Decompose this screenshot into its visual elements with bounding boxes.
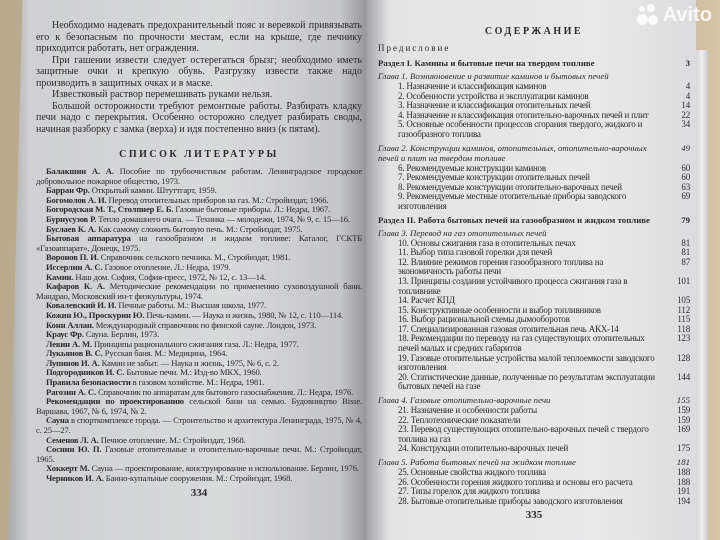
- toc-title: Глава 3. Перевод на газ отопительных печей: [378, 227, 547, 238]
- reference-author: Рекомендации по проектированию: [46, 396, 184, 407]
- reference-text: в спорткомплексе города. — Строительство и архитектура Ленинграда, 1975, № 4, с. 25—27.: [36, 415, 362, 436]
- right-page-content: [378, 26, 690, 521]
- toc-page: 115: [677, 314, 690, 325]
- toc-preface: Предисловие: [378, 43, 451, 53]
- toc-title: 25. Основные свойства жидкого топлива: [398, 467, 546, 477]
- reference-author: Соснин Ю. П.: [46, 444, 102, 455]
- toc-list: [378, 58, 690, 506]
- reference-author: Подгородников И. С.: [46, 367, 125, 378]
- toc-page: 159: [677, 405, 690, 416]
- reference-author: Левин А. М.: [46, 338, 92, 349]
- page-edges: [696, 50, 708, 540]
- toc-item: [378, 354, 690, 373]
- paragraph: Известковый раствор перемешивать руками нельзя.: [52, 89, 273, 100]
- toc-item: [378, 192, 690, 211]
- toc-page: 4: [685, 90, 690, 101]
- toc-chapter: [378, 71, 690, 81]
- toc-title: 16. Выбор рациональной схемы дымооборотов: [398, 314, 570, 325]
- reference-entry: [36, 167, 362, 186]
- toc-title: 6. Рекомендуемые конструкции каминов: [398, 162, 546, 173]
- toc-title: 23. Перевод существующих отопительно-варочных печей с твердого топлива на газ: [398, 424, 649, 444]
- reference-author: Иссерлин А. С.: [46, 261, 103, 272]
- toc-title: 10. Основы сжигания газа в отопительных печах: [398, 237, 576, 248]
- toc-page: 105: [677, 295, 690, 306]
- toc-page: 123: [677, 333, 690, 344]
- reference-text: Печное отопление. М.: Стройиздат, 1968.: [100, 434, 246, 445]
- toc-page: 118: [677, 323, 690, 334]
- toc-title: Глава 2. Конструкции каминов, отопительных, отопительно-варочных печей и плит на твердом топливе: [378, 142, 647, 163]
- toc-page: 144: [677, 371, 690, 382]
- reference-text: Банно-купальные сооружения. М.: Стройиздат, 1968.: [105, 473, 293, 483]
- toc-title: 24. Конструкции отопительно-варочных печей: [398, 443, 569, 454]
- reference-text: Сауна. Берлин, 1973.: [85, 329, 159, 340]
- toc-title: 2. Особенности устройства и эксплуатации каминов: [398, 90, 589, 101]
- toc-item: [378, 425, 690, 444]
- toc-title: 17. Специализированная газовая отопительная печь АКХ-14: [398, 323, 619, 334]
- toc-page: 181: [676, 457, 690, 467]
- reference-text: Русская баня. М.: Медицина, 1964.: [104, 348, 228, 359]
- bibliography-list: [36, 167, 362, 484]
- toc-page: 22: [681, 109, 690, 120]
- toc-page: 60: [681, 172, 690, 183]
- reference-entry: [36, 445, 362, 464]
- toc-title: 9. Рекомендуемые местные отопительные приборы заводского изготовления: [398, 191, 627, 211]
- toc-title: 27. Типы горелок для жидкого топлива: [398, 486, 540, 497]
- reference-author: Черников И. А.: [46, 473, 104, 483]
- reference-text: Открытый камин. Штуттгарт, 1959.: [91, 185, 217, 196]
- reference-entry: [36, 416, 362, 435]
- toc-title: Глава 1. Возникновение и развитие каминов и бытовых печей: [378, 71, 609, 81]
- toc-page: [668, 71, 690, 81]
- toc-title: 22. Теплотехнические показатели: [398, 414, 521, 425]
- reference-author: Балакшин А. А.: [46, 166, 114, 176]
- reference-text: Наш дом. София, София-пресс, 1972, № 12, с. 13—14.: [75, 271, 267, 282]
- reference-author: Богомолов А. И.: [46, 194, 107, 205]
- reference-text: Перевод отопительных приборов на газ. М.: Стройиздат, 1966.: [108, 194, 329, 205]
- left-page-content: [36, 20, 362, 499]
- reference-text: Сауна — проектирование, конструирование и использование. Берлин, 1976.: [91, 463, 359, 474]
- toc-page: 112: [677, 304, 690, 315]
- toc-title: 14. Расчет КПД: [398, 295, 455, 306]
- reference-author: Барран Фр.: [46, 185, 90, 196]
- toc-title: 26. Особенности горения жидкого топлива и основы его расчета: [398, 476, 633, 487]
- reference-author: Кафаров К. А.: [46, 281, 105, 292]
- reference-author: Сауна: [46, 415, 69, 426]
- toc-heading: СОДЕРЖАНИЕ: [484, 26, 584, 37]
- reference-text: Принципы рационального сжигания газа. Л.: Недра, 1977.: [93, 338, 299, 349]
- reference-entry: [36, 474, 362, 484]
- toc-page: 49: [681, 142, 690, 153]
- reference-text: Камин не забыт. — Наука и жизнь, 1975, № 6, с. 2.: [101, 357, 279, 368]
- toc-title: 13. Принципы создания устойчивого процесса сжигания газа в топливнике: [398, 275, 628, 296]
- toc-section: [378, 215, 690, 225]
- reference-author: Конн Аллан.: [46, 319, 94, 330]
- reference-author: Бурнусузов Р.: [46, 213, 97, 224]
- reference-text: сельской бани на семью. Будовництво Вissе. Варшава, 1967, № 6, 1974, № 2.: [36, 396, 363, 416]
- reference-author: Лупинов И. А.: [46, 357, 100, 368]
- toc-chapter: [378, 395, 690, 405]
- toc-title: 1. Назначение и классификация каминов: [398, 81, 547, 91]
- toc-title: 7. Рекомендуемые конструкции отопительных печей: [398, 172, 590, 183]
- toc-page: 101: [677, 275, 690, 286]
- reference-text: на газообразном и жидком топливе: Каталог, ГСКТБ «Газоаппарат», Донецк, 1975.: [36, 233, 363, 253]
- toc-item: [378, 334, 690, 353]
- toc-page: [668, 228, 690, 238]
- toc-page: 3: [685, 58, 690, 68]
- reference-author: Семенов Л. А.: [46, 434, 99, 445]
- body-text: [36, 20, 362, 135]
- reference-author: Хоккерт М.: [46, 463, 90, 474]
- toc-page: 175: [677, 443, 690, 454]
- toc-title: 18. Рекомендации по переводу на газ существующих отопительных печей малых и средних габаритов: [398, 333, 645, 354]
- toc-page: 169: [677, 424, 690, 435]
- toc-page: 188: [677, 467, 690, 477]
- toc-item: [378, 258, 690, 277]
- toc-title: Глава 4. Газовые отопительно-варочные печи: [378, 395, 551, 406]
- toc-page: 87: [681, 256, 690, 267]
- toc-title: 11. Выбор типа газовой горелки для печей: [398, 247, 553, 258]
- reference-author: Кожин Ю., Проскурин Ю.: [46, 309, 145, 320]
- toc-title: 19. Газовые отопительные устройства малой теплоемкости заводского изготовления: [398, 352, 655, 373]
- reference-entry: [36, 234, 362, 253]
- reference-author: Буслаев К. А.: [46, 223, 96, 234]
- toc-title: 3. Назначение и классификация отопительных печей: [398, 100, 591, 111]
- toc-page: 128: [677, 352, 690, 363]
- toc-title: Глава 5. Работа бытовых печей на жидком топливе: [378, 457, 576, 467]
- paragraph: При гашении извести следует остерегаться брызг; необходимо иметь защитные очки и крепкую обувь. Разгрузку извести также надо производить в защитных очках и в маске.: [36, 54, 362, 89]
- toc-title: 15. Конструктивные особенности и выбор топливников: [398, 304, 601, 315]
- toc-item: [378, 373, 690, 392]
- toc-page: 79: [681, 214, 690, 225]
- toc-page: 14: [681, 100, 690, 111]
- toc-title: 20. Статистические данные, полученные по результатам эксплуатации бытовых печей на газе: [398, 371, 655, 392]
- reference-text: Методические рекомендации по применению суховоздушной бани. Мандрао, Московский ин-т физкультуры, 1974.: [36, 281, 362, 301]
- toc-item: [378, 120, 690, 139]
- reference-text: Бытовые печи. М.: Изд-во МКХ, 1960.: [126, 367, 262, 378]
- reference-text: Газовое отопление. Л.: Недра, 1979.: [104, 261, 231, 272]
- reference-author: Камин.: [46, 271, 74, 282]
- reference-text: Международный справочник по финской сауне. Лондон, 1973.: [95, 319, 317, 330]
- reference-text: Тепло домашнего очага. — Техника — молодежи, 1974, № 9, с. 15—16.: [98, 213, 350, 224]
- toc-item: [378, 277, 690, 296]
- avito-logo-icon: [637, 4, 659, 26]
- toc-page: 34: [681, 119, 690, 130]
- bibliography-heading: СПИСОК ЛИТЕРАТУРЫ: [119, 149, 279, 160]
- reference-author: Бытовая аппаратура: [46, 233, 131, 244]
- page-number: 334: [190, 486, 208, 499]
- toc-title: 5. Основные особенности процессов сгорания твердого, жидкого и газообразного топлива: [398, 119, 643, 139]
- toc-page: 81: [681, 247, 690, 258]
- toc-chapter: [378, 457, 690, 467]
- reference-text: Как самому сложить бытовую печь. М.: Стройиздат, 1975.: [97, 223, 303, 234]
- watermark: [637, 4, 712, 26]
- reference-text: Пособие по трубоочистным работам. Ленинградское городское добровольное пожарное общество, 1973.: [36, 166, 362, 186]
- toc-page: 63: [681, 181, 690, 192]
- toc-title: 4. Назначение и классификация отопительно-варочных печей и плит: [398, 109, 649, 120]
- toc-chapter: [378, 228, 690, 238]
- paragraph: Большой осторожности требуют ремонтные работы. Разбирать кладку печи надо с перекрытия. Особенно осторожно следует разбирать своды, начиная разборку с замка (верха) и идя постепенно вниз (к пятам).: [36, 100, 362, 135]
- watermark-text: Avito: [662, 4, 712, 26]
- reference-author: Рагозин А. С.: [46, 386, 96, 397]
- reference-text: Газовые бытовые приборы. Л.: Недра, 1967.: [175, 204, 331, 215]
- toc-page: 188: [677, 476, 690, 487]
- paragraph: Необходимо надевать предохранительный пояс и веревкой привязывать его к безопасным по прочности местам, если на крыше, где печнику приходится работать, нет ограждения.: [36, 20, 362, 54]
- reference-author: Правила безопасности: [46, 377, 131, 388]
- reference-author: Воронов П. И.: [46, 252, 99, 263]
- reference-author: Ковалевский И. И.: [46, 300, 117, 311]
- reference-text: в газовом хозяйстве. М.: Недра, 1981.: [132, 377, 265, 388]
- toc-section: [378, 58, 690, 68]
- reference-entry: [36, 282, 362, 301]
- reference-author: Краус Фр.: [46, 329, 84, 340]
- toc-page: 81: [681, 237, 690, 248]
- toc-title: 21. Назначение и особенности работы: [398, 405, 537, 416]
- toc-title: Раздел I. Камины и бытовые печи на твердом топливе: [378, 58, 595, 68]
- reference-entry: [36, 397, 362, 416]
- toc-title: 12. Влияние режимов горения газообразного топлива на экономичность работы печи: [398, 256, 604, 277]
- reference-text: Газовые отопительные и отопительно-варочные печи. М.: Стройиздат, 1965.: [36, 444, 363, 464]
- reference-text: Печь-камин. — Наука и жизнь, 1980, № 12, с. 110—114.: [146, 309, 344, 320]
- toc-page: 191: [677, 486, 690, 497]
- toc-page: 155: [676, 395, 690, 406]
- reference-author: Лукьянов В. С.: [46, 348, 103, 359]
- page-number: 335: [525, 509, 543, 522]
- toc-page: 60: [681, 162, 690, 173]
- reference-text: Справочник сельского печника. М., Стройиздат, 1981.: [100, 252, 291, 263]
- toc-page: 159: [677, 414, 690, 425]
- toc-page: 4: [685, 81, 690, 91]
- toc-page: 69: [681, 191, 690, 202]
- toc-page: 194: [677, 495, 690, 506]
- toc-title: Раздел II. Работа бытовых печей на газообразном и жидком топливе: [378, 214, 650, 225]
- toc-title: 8. Рекомендуемые конструкции отопительно-варочных печей: [398, 181, 622, 192]
- toc-chapter: [378, 143, 690, 163]
- reference-text: Печные работы. М.: Высшая школа, 1977.: [118, 300, 267, 311]
- toc-item: [378, 497, 690, 507]
- toc-item: [378, 444, 690, 454]
- reference-text: Справочник по аппаратам для бытового газоснабжения. Л.: Недра, 1976.: [97, 386, 354, 397]
- reference-author: Богородская М. Т., Столпнер Е. Б.: [46, 204, 174, 215]
- toc-title: 28. Бытовые отопительные приборы заводского изготовления: [398, 495, 623, 506]
